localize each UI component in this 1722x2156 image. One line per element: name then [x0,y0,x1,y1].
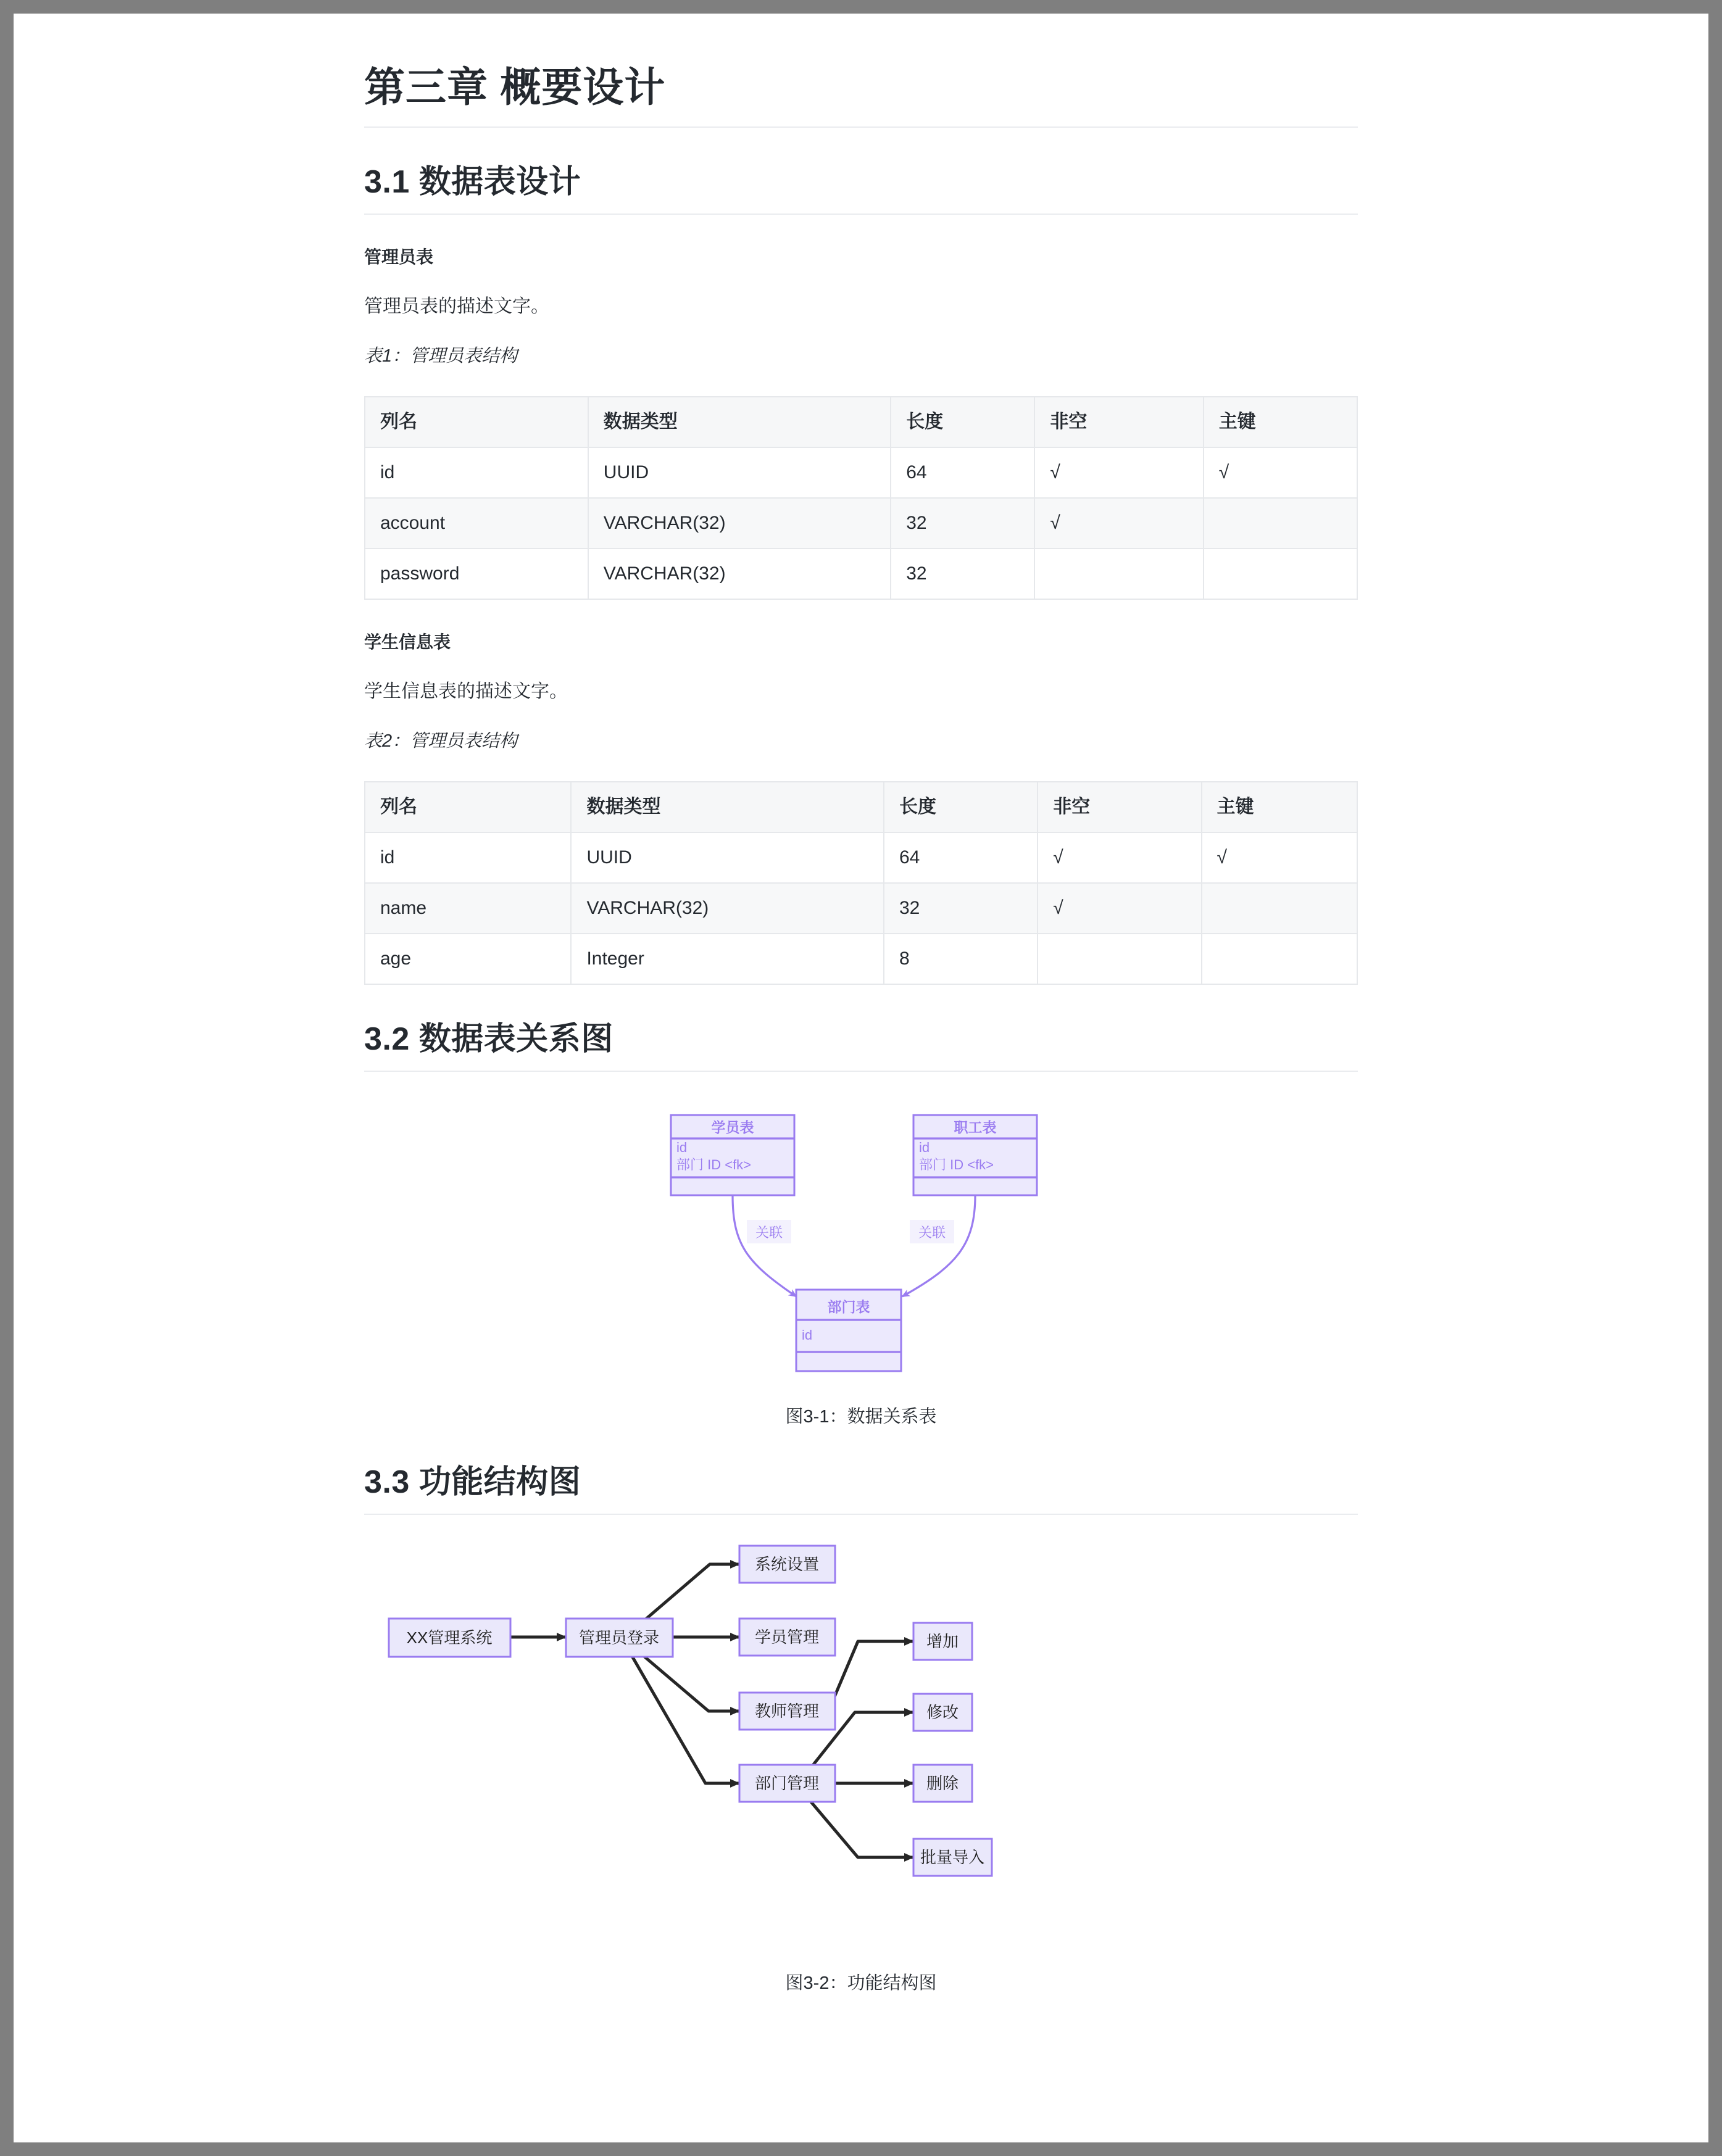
er-entity-student [671,1115,794,1195]
table-cell: √ [1038,883,1201,934]
er-entity-attribute: id [676,1139,688,1155]
flowchart-node-label: 增加 [926,1632,959,1651]
table-row [365,832,1357,883]
table-row [365,934,1357,984]
table-cell [1204,549,1357,599]
flowchart-edge [630,1652,739,1783]
flowchart-node-delete [913,1765,972,1802]
column-header: 列名 [365,397,588,447]
table-cell: password [365,549,588,599]
sub-heading-admin-table: 管理员表 [364,247,434,267]
er-relation-staff-dept [902,1195,975,1296]
er-diagram-figure [364,1090,1358,1428]
table-cell [1034,549,1203,599]
table-row [365,883,1357,934]
flowchart-node-label: 教师管理 [754,1701,820,1720]
table-cell: VARCHAR(32) [588,549,891,599]
flowchart-figure [364,1533,1358,1994]
table-cell: account [365,498,588,549]
page-title: 第三章 概要设计 [364,62,1358,128]
table-cell: UUID [571,832,884,883]
flowchart-node-teacher-mg [739,1693,835,1730]
flowchart-node-label: 系统设置 [754,1554,820,1573]
column-header: 数据类型 [588,397,891,447]
table-row [365,498,1357,549]
er-relation-label: 关联 [755,1224,783,1240]
table-cell: Integer [571,934,884,984]
document-content [364,62,1358,1994]
flowchart-node-label: XX管理系统 [406,1628,493,1647]
table-row [365,549,1357,599]
column-header: 列名 [365,782,571,832]
column-header: 长度 [891,397,1034,447]
flowchart-node-edit [913,1694,972,1731]
column-header: 长度 [884,782,1038,832]
section-heading-3-2: 3.2 数据表关系图 [364,1019,1358,1072]
table-cell: age [365,934,571,984]
table-caption-2: 表2：管理员表结构 [364,731,518,751]
er-entity-attribute: 部门 ID <fk> [676,1156,752,1172]
er-entity-attribute: 部门 ID <fk> [919,1156,994,1172]
flowchart-edge [807,1797,913,1857]
description-admin-table: 管理员表的描述文字。 [364,296,549,317]
column-header: 非空 [1034,397,1203,447]
flowchart-node-system [389,1619,510,1657]
flowchart-node-settings [739,1546,835,1583]
table-cell: id [365,447,588,498]
table-cell: √ [1034,498,1203,549]
table-cell: VARCHAR(32) [588,498,891,549]
flowchart-edges [510,1564,913,1857]
description-student-table: 学生信息表的描述文字。 [364,681,568,702]
table-cell: UUID [588,447,891,498]
flowchart-edge [639,1652,739,1711]
table-cell: 64 [891,447,1034,498]
er-entity-attribute: id [919,1139,930,1155]
table-cell: 32 [891,498,1034,549]
er-relation-label: 关联 [918,1224,946,1240]
table-cell: name [365,883,571,934]
document-page [14,14,1708,2142]
flowchart-node-dept-mg [739,1765,835,1802]
table-cell: √ [1202,832,1357,883]
section-heading-3-3: 3.3 功能结构图 [364,1462,1358,1515]
flowchart-node-student-mg [739,1619,835,1656]
table-cell: 8 [884,934,1038,984]
table-cell: VARCHAR(32) [571,883,884,934]
column-header: 主键 [1204,397,1357,447]
table-cell: id [365,832,571,883]
flowchart-node-label: 管理员登录 [578,1628,660,1647]
er-diagram-svg [364,1090,1358,1399]
figure-caption-3-2: 图3-2：功能结构图 [785,1973,937,1993]
flowchart-node-add [913,1623,972,1660]
flowchart-node-label: 删除 [926,1773,959,1793]
sub-heading-student-table: 学生信息表 [364,632,451,652]
table-cell [1202,883,1357,934]
flowchart-edge [641,1564,739,1623]
flowchart-svg [364,1533,1358,1965]
flowchart-node-label: 学员管理 [754,1627,820,1646]
table-row [365,447,1357,498]
er-relation-student-dept [733,1195,796,1296]
table-header-row [365,397,1357,447]
table-caption-1: 表1：管理员表结构 [364,346,518,366]
column-header: 非空 [1038,782,1201,832]
admin-table [364,396,1358,600]
table-cell [1202,934,1357,984]
flowchart-node-bulk [913,1839,992,1876]
table-header-row [365,782,1357,832]
er-entity-attribute: id [802,1327,813,1343]
table-cell: 32 [884,883,1038,934]
figure-caption-3-1: 图3-1：数据关系表 [785,1406,937,1427]
flowchart-node-label: 修改 [926,1702,959,1722]
er-entity-title: 学员表 [711,1119,754,1135]
table-cell [1204,498,1357,549]
er-entity-staff [913,1115,1037,1195]
table-cell: √ [1204,447,1357,498]
column-header: 主键 [1202,782,1357,832]
er-entity-dept [796,1290,901,1371]
flowchart-node-label: 批量导入 [920,1847,985,1867]
flowchart-node-login [566,1619,673,1657]
table-cell: 64 [884,832,1038,883]
table-cell: 32 [891,549,1034,599]
table-cell: √ [1038,832,1201,883]
er-entity-title: 职工表 [954,1119,997,1135]
table-cell [1038,934,1201,984]
student-table [364,781,1358,985]
table-cell: √ [1034,447,1203,498]
flowchart-node-label: 部门管理 [754,1773,820,1793]
er-entity-title: 部门表 [827,1298,870,1315]
column-header: 数据类型 [571,782,884,832]
section-heading-3-1: 3.1 数据表设计 [364,162,1358,215]
